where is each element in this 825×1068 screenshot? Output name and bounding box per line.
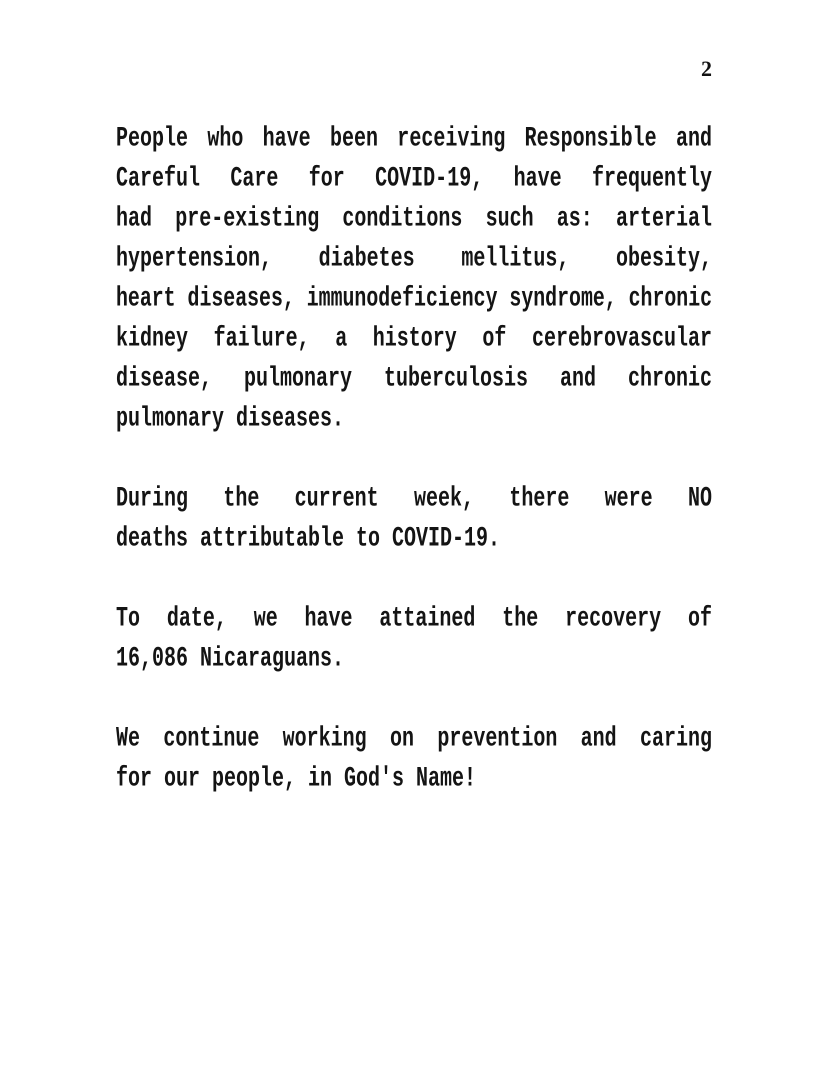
text-line: disease, pulmonary tuberculosis and chronic bbox=[116, 363, 712, 396]
document-body bbox=[116, 120, 712, 800]
text-line: pulmonary diseases. bbox=[116, 403, 345, 436]
page-number: 2 bbox=[701, 56, 712, 81]
text-line: heart diseases, immunodeficiency syndrome, chronic bbox=[116, 283, 713, 316]
paragraph bbox=[116, 600, 712, 680]
paragraph bbox=[116, 120, 712, 440]
text-line: hypertension, diabetes mellitus, obesity, bbox=[116, 243, 712, 276]
text-line: had pre-existing conditions such as: arterial bbox=[116, 203, 712, 236]
text-line: During the current week, there were NO bbox=[116, 483, 712, 516]
text-line: deaths attributable to COVID-19. bbox=[116, 523, 501, 556]
paragraph bbox=[116, 720, 712, 800]
text-line: for our people, in God's Name! bbox=[116, 763, 477, 796]
text-line: We continue working on prevention and caring bbox=[116, 723, 712, 756]
text-line: Careful Care for COVID-19, have frequently bbox=[116, 163, 712, 196]
paragraph bbox=[116, 480, 712, 560]
text-line: People who have been receiving Responsible and bbox=[116, 123, 712, 156]
text-line: To date, we have attained the recovery of bbox=[116, 603, 712, 636]
text-line: kidney failure, a history of cerebrovascular bbox=[116, 323, 712, 356]
text-line: 16,086 Nicaraguans. bbox=[116, 643, 345, 676]
